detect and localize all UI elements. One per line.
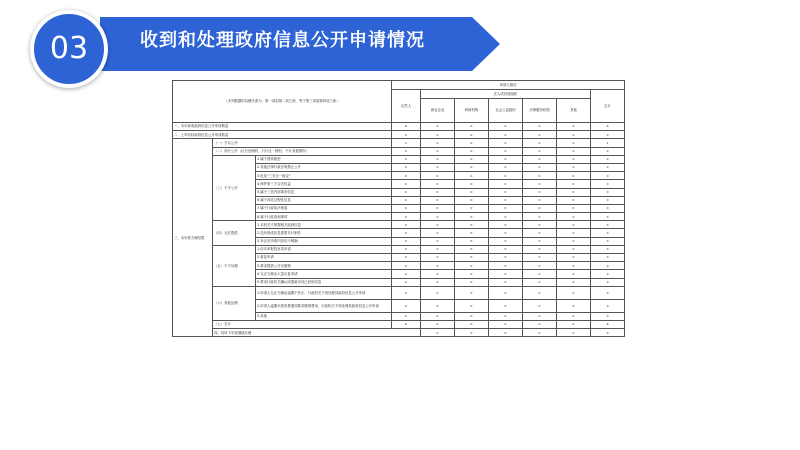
row-label: 5.属于三类内部事务信息: [256, 188, 392, 196]
header-nonprofit: 社会公益组织: [489, 99, 523, 123]
value-cell: 0: [557, 155, 591, 163]
value-cell: 0: [591, 262, 625, 270]
value-cell: 0: [392, 163, 421, 171]
table-row: [173, 147, 625, 155]
value-cell: 0: [392, 270, 421, 278]
row-label: 1.本机关不掌握相关政府信息: [256, 221, 392, 229]
value-cell: 0: [489, 299, 523, 312]
value-cell: 0: [455, 188, 489, 196]
row-label: 1.信访举报投诉类申请: [256, 245, 392, 253]
table-row: [173, 329, 625, 337]
value-cell: 0: [523, 237, 557, 245]
row-label: （二）部分公开（区分处理的，只计这一情形，不计其他情形）: [213, 147, 392, 155]
value-cell: 0: [455, 320, 489, 328]
value-cell: 0: [455, 286, 489, 299]
value-cell: 0: [523, 278, 557, 286]
value-cell: 0: [421, 163, 455, 171]
value-cell: 0: [455, 312, 489, 320]
value-cell: 6: [591, 123, 625, 131]
group-label: （三）不予公开: [213, 155, 256, 221]
value-cell: 0: [523, 312, 557, 320]
value-cell: 0: [421, 270, 455, 278]
value-cell: 0: [421, 299, 455, 312]
header-total: 总计: [591, 90, 625, 123]
value-cell: 0: [455, 278, 489, 286]
row-label: 2.其他法律行政法规禁止公开: [256, 163, 392, 171]
value-cell: 0: [591, 270, 625, 278]
value-cell: 0: [455, 139, 489, 147]
table-row: [173, 131, 625, 139]
value-cell: 0: [392, 204, 421, 212]
row-label: 3.补正后申请内容仍不明确: [256, 237, 392, 245]
page-title: 收到和处理政府信息公开申请情况: [140, 30, 425, 51]
value-cell: 0: [557, 204, 591, 212]
value-cell: 0: [392, 312, 421, 320]
value-cell: 0: [591, 237, 625, 245]
value-cell: 0: [591, 188, 625, 196]
row-label: 7.属于行政执法案卷: [256, 204, 392, 212]
value-cell: 0: [591, 155, 625, 163]
value-cell: 0: [523, 270, 557, 278]
value-cell: 0: [591, 229, 625, 237]
value-cell: 0: [523, 221, 557, 229]
value-cell: 0: [421, 204, 455, 212]
value-cell: 0: [392, 213, 421, 221]
value-cell: 0: [392, 278, 421, 286]
value-cell: 6: [392, 123, 421, 131]
value-cell: 0: [557, 320, 591, 328]
value-cell: 0: [523, 155, 557, 163]
row-label: （一）予以公开: [213, 139, 392, 147]
value-cell: 0: [557, 213, 591, 221]
value-cell: 0: [392, 254, 421, 262]
table-note: （本列数据的勾稽关系为：第一项加第二项之和，等于第三项加第四项之和）: [173, 81, 392, 123]
value-cell: 0: [421, 286, 455, 299]
header-applicant-group: 申请人情况: [392, 81, 625, 90]
value-cell: 0: [591, 213, 625, 221]
row-label: （七）总计: [213, 320, 392, 328]
value-cell: 0: [523, 123, 557, 131]
value-cell: 0: [523, 299, 557, 312]
value-cell: 0: [421, 221, 455, 229]
value-cell: 0: [591, 278, 625, 286]
value-cell: 0: [557, 147, 591, 155]
value-cell: 0: [455, 329, 489, 337]
value-cell: 0: [392, 237, 421, 245]
value-cell: 0: [557, 262, 591, 270]
row-label: 2.申请人逾期未按收费通知要求缴纳费用、行政机关不再处理其政府信息公开申请: [256, 299, 392, 312]
value-cell: 0: [489, 155, 523, 163]
value-cell: 0: [392, 172, 421, 180]
value-cell: 0: [455, 155, 489, 163]
value-cell: 0: [523, 254, 557, 262]
value-cell: 0: [455, 180, 489, 188]
value-cell: 0: [523, 320, 557, 328]
section-result-label: 三、本年度办理结果: [173, 139, 213, 337]
table-row: [173, 139, 625, 147]
value-cell: 0: [489, 163, 523, 171]
value-cell: 0: [392, 155, 421, 163]
value-cell: 0: [557, 163, 591, 171]
value-cell: 0: [392, 299, 421, 312]
value-cell: 0: [489, 172, 523, 180]
value-cell: 0: [489, 123, 523, 131]
value-cell: 0: [557, 180, 591, 188]
value-cell: 0: [421, 196, 455, 204]
row-label: 6.属于四类过程性信息: [256, 196, 392, 204]
value-cell: 0: [591, 163, 625, 171]
value-cell: 1: [591, 139, 625, 147]
value-cell: 0: [557, 172, 591, 180]
value-cell: 0: [421, 147, 455, 155]
value-cell: 0: [591, 312, 625, 320]
header-legal-group: 法人或其他组织: [421, 90, 591, 99]
value-cell: 0: [523, 213, 557, 221]
value-cell: 0: [557, 286, 591, 299]
value-cell: 0: [421, 155, 455, 163]
value-cell: 0: [557, 237, 591, 245]
value-cell: 0: [523, 188, 557, 196]
value-cell: 0: [392, 131, 421, 139]
value-cell: 0: [489, 278, 523, 286]
value-cell: 0: [421, 237, 455, 245]
value-cell: 0: [489, 196, 523, 204]
value-cell: 0: [421, 172, 455, 180]
value-cell: 0: [421, 245, 455, 253]
value-cell: 0: [421, 213, 455, 221]
value-cell: 0: [489, 254, 523, 262]
value-cell: 0: [392, 147, 421, 155]
value-cell: 0: [392, 196, 421, 204]
table-row: [173, 221, 625, 229]
table-row: [173, 155, 625, 163]
value-cell: 0: [455, 245, 489, 253]
value-cell: 0: [455, 254, 489, 262]
value-cell: 0: [523, 196, 557, 204]
value-cell: 0: [557, 123, 591, 131]
row-label: 4.无正当理由大量反复申请: [256, 270, 392, 278]
row-label: 一、本年新收政府信息公开申请数量: [173, 123, 392, 131]
row-label: 4.保护第三方合法权益: [256, 180, 392, 188]
value-cell: 0: [591, 286, 625, 299]
value-cell: 0: [591, 131, 625, 139]
row-label: 3.其他: [256, 312, 392, 320]
value-cell: 0: [455, 131, 489, 139]
value-cell: 0: [591, 299, 625, 312]
value-cell: 0: [421, 123, 455, 131]
value-cell: 0: [557, 196, 591, 204]
value-cell: 0: [557, 245, 591, 253]
value-cell: 0: [489, 320, 523, 328]
value-cell: 0: [523, 139, 557, 147]
value-cell: 0: [557, 139, 591, 147]
value-cell: 0: [455, 163, 489, 171]
value-cell: 1: [392, 139, 421, 147]
value-cell: 6: [591, 320, 625, 328]
value-cell: 0: [455, 229, 489, 237]
value-cell: 0: [489, 329, 523, 337]
value-cell: 0: [455, 270, 489, 278]
value-cell: 0: [557, 299, 591, 312]
value-cell: 6: [392, 320, 421, 328]
table-row: [173, 320, 625, 328]
row-label: 四、结转下年度继续办理: [213, 329, 421, 337]
value-cell: 0: [455, 204, 489, 212]
value-cell: 0: [392, 188, 421, 196]
value-cell: 0: [489, 131, 523, 139]
value-cell: 0: [421, 131, 455, 139]
value-cell: 0: [489, 262, 523, 270]
row-label: 二、上年结转政府信息公开申请数量: [173, 131, 392, 139]
row-label: 1.申请人无正当理由逾期不补正、行政机关不再处理其政府信息公开申请: [256, 286, 392, 299]
value-cell: 0: [489, 286, 523, 299]
value-cell: 0: [489, 221, 523, 229]
value-cell: 0: [523, 180, 557, 188]
header-natural-person: 自然人: [392, 90, 421, 123]
value-cell: 0: [489, 180, 523, 188]
table-row: [173, 123, 625, 131]
value-cell: 0: [489, 245, 523, 253]
value-cell: 0: [489, 237, 523, 245]
value-cell: 0: [557, 329, 591, 337]
value-cell: 0: [591, 196, 625, 204]
row-label: 1.属于国家秘密: [256, 155, 392, 163]
value-cell: 0: [421, 188, 455, 196]
header-commercial: 商业企业: [421, 99, 455, 123]
value-cell: 0: [557, 131, 591, 139]
group-label: （六）其他处理: [213, 286, 256, 320]
value-cell: 0: [523, 329, 557, 337]
row-label: 2.没有现成信息需要另行制作: [256, 229, 392, 237]
value-cell: 0: [455, 123, 489, 131]
value-cell: 0: [557, 254, 591, 262]
value-cell: 0: [421, 312, 455, 320]
value-cell: 0: [591, 254, 625, 262]
value-cell: 0: [489, 204, 523, 212]
value-cell: 0: [557, 312, 591, 320]
value-cell: 0: [557, 229, 591, 237]
value-cell: 0: [421, 139, 455, 147]
value-cell: 0: [392, 286, 421, 299]
section-number-badge: 03: [30, 10, 108, 88]
value-cell: 0: [421, 329, 455, 337]
table-row: [173, 286, 625, 299]
value-cell: 0: [591, 204, 625, 212]
value-cell: 0: [421, 180, 455, 188]
value-cell: 0: [591, 180, 625, 188]
value-cell: 0: [455, 147, 489, 155]
value-cell: 0: [523, 147, 557, 155]
value-cell: 0: [455, 262, 489, 270]
value-cell: 0: [489, 147, 523, 155]
value-cell: 0: [421, 254, 455, 262]
value-cell: 0: [591, 221, 625, 229]
value-cell: 0: [489, 188, 523, 196]
value-cell: 0: [557, 270, 591, 278]
value-cell: 0: [455, 221, 489, 229]
value-cell: 0: [489, 139, 523, 147]
value-cell: 0: [591, 329, 625, 337]
row-label: 3.危及"三安全一稳定": [256, 172, 392, 180]
value-cell: 0: [392, 262, 421, 270]
value-cell: 0: [421, 278, 455, 286]
value-cell: 0: [489, 213, 523, 221]
value-cell: 0: [523, 262, 557, 270]
row-label: 5.要求行政机关确认或重新出具已获取信息: [256, 278, 392, 286]
value-cell: 0: [392, 245, 421, 253]
value-cell: 0: [489, 312, 523, 320]
row-label: 8.属于行政查询事项: [256, 213, 392, 221]
value-cell: 0: [489, 229, 523, 237]
value-cell: 0: [455, 196, 489, 204]
group-label: （五）不予处理: [213, 245, 256, 286]
header-other: 其他: [557, 99, 591, 123]
value-cell: 0: [591, 245, 625, 253]
value-cell: 0: [523, 204, 557, 212]
row-label: 3.要求提供公开出版物: [256, 262, 392, 270]
table-row: [173, 245, 625, 253]
value-cell: 0: [392, 229, 421, 237]
value-cell: 0: [421, 320, 455, 328]
header-research: 科研机构: [455, 99, 489, 123]
value-cell: 0: [557, 188, 591, 196]
value-cell: 0: [421, 262, 455, 270]
value-cell: 0: [557, 221, 591, 229]
value-cell: 0: [591, 172, 625, 180]
value-cell: 0: [523, 163, 557, 171]
row-label: 2.重复申请: [256, 254, 392, 262]
value-cell: 0: [523, 245, 557, 253]
group-label: （四）无法提供: [213, 221, 256, 246]
value-cell: 0: [455, 172, 489, 180]
header-legal-service: 法律服务机构: [523, 99, 557, 123]
value-cell: 0: [523, 229, 557, 237]
value-cell: 0: [591, 147, 625, 155]
value-cell: 0: [557, 278, 591, 286]
value-cell: 0: [523, 172, 557, 180]
value-cell: 0: [392, 180, 421, 188]
application-statistics-table: [172, 80, 625, 337]
value-cell: 0: [421, 229, 455, 237]
value-cell: 0: [455, 237, 489, 245]
value-cell: 0: [455, 299, 489, 312]
value-cell: 0: [523, 286, 557, 299]
value-cell: 0: [455, 213, 489, 221]
value-cell: 0: [523, 131, 557, 139]
value-cell: 0: [489, 270, 523, 278]
value-cell: 0: [392, 221, 421, 229]
